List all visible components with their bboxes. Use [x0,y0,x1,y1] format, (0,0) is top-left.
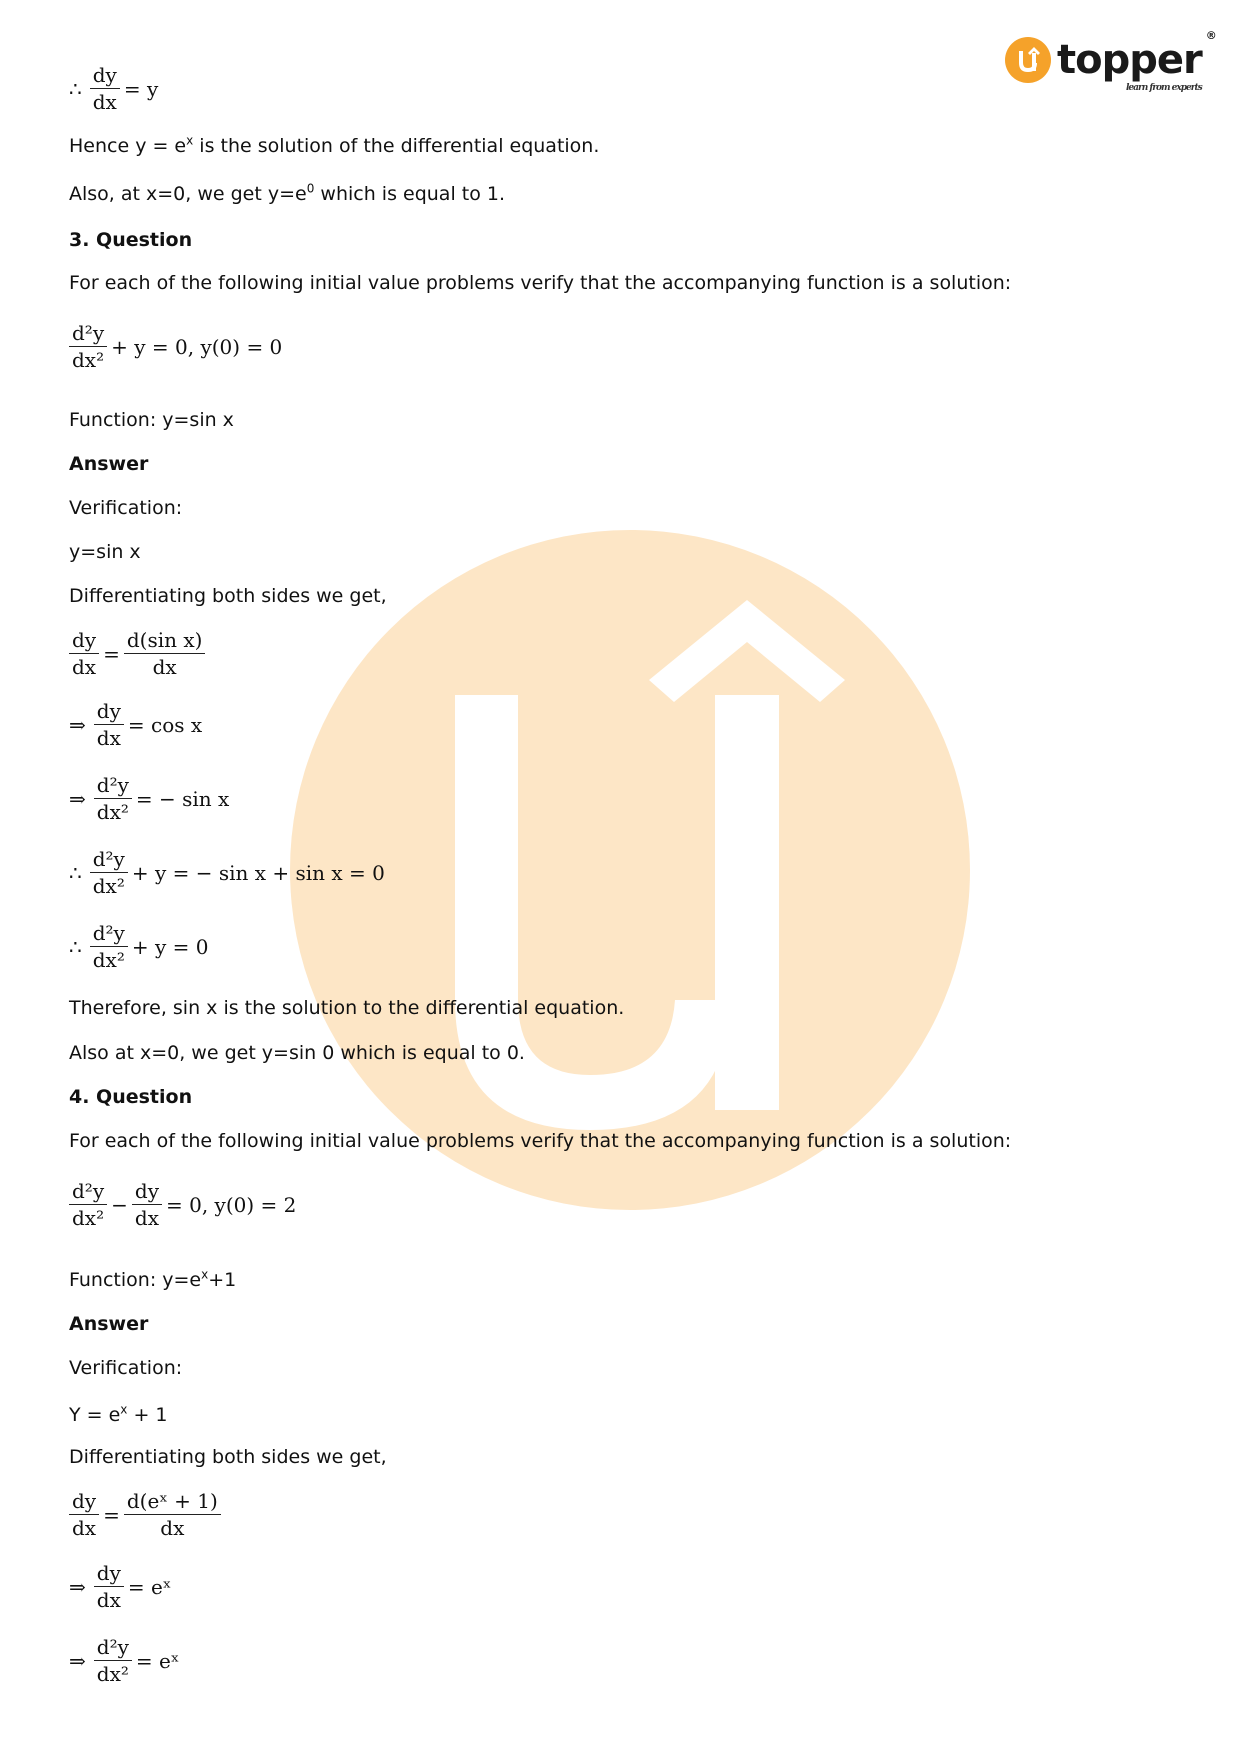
frac-denominator: dx [72,1516,97,1540]
text-part: + 1 [127,1404,168,1426]
q3-verification-label: Verification: [69,497,183,519]
q4-answer-label: Answer [69,1313,149,1335]
minus-sign: − [111,1192,128,1217]
brand-logo [1005,29,1216,93]
text-part: Hence y = e [69,135,187,157]
frac-numerator: d²y [69,1178,107,1205]
q3-diff-text: Differentiating both sides we get, [69,585,387,607]
superscript: x [201,1267,209,1282]
q4-step-1 [69,1488,225,1541]
frac-denominator: dx² [92,874,125,898]
text-part: +1 [208,1269,237,1291]
equation-rhs: + y = − sin x + sin x = 0 [131,860,385,885]
text-part: Y = e [69,1404,121,1426]
q4-function [69,1268,236,1292]
frac-denominator: dx² [92,948,125,972]
equation-rhs: = y [123,76,159,101]
q3-statement: For each of the following initial value problems verify that the accompanying function is a solution: [69,272,1012,294]
q2-hence-line [69,134,599,158]
therefore-symbol: ∴ [69,76,82,101]
q3-heading: 3. Question [69,229,193,251]
frac-denominator: dx² [72,1206,105,1230]
q2-equation [69,62,158,115]
implies-symbol: ⇒ [69,712,86,737]
equation-rhs: = eˣ [135,1648,180,1673]
frac-numerator: dy [90,62,120,89]
equation-rhs: + y = 0, y(0) = 0 [111,334,283,359]
frac-numerator: dy [94,1560,124,1587]
frac-denominator: dx [96,1588,121,1612]
q3-conclusion: Therefore, sin x is the solution to the differential equation. [69,997,625,1019]
frac-numerator: dy [69,1488,99,1515]
equation-rhs: = − sin x [135,786,230,811]
frac-denominator: dx [152,655,177,679]
q4-ivp-equation [69,1178,296,1231]
q3-step-2 [69,698,202,751]
frac-numerator: dy [69,627,99,654]
q3-ivp-equation [69,320,282,373]
equation-rhs: = cos x [127,712,203,737]
equals-sign: = [103,641,120,666]
text-part: Function: y=e [69,1269,202,1291]
q2-also-line [69,182,505,206]
frac-numerator: d²y [90,920,128,947]
q3-function: Function: y=sin x [69,409,234,431]
frac-numerator: d²y [69,320,107,347]
watermark-logo [290,530,970,1210]
therefore-symbol: ∴ [69,934,82,959]
therefore-symbol: ∴ [69,860,82,885]
q4-verification-label: Verification: [69,1357,183,1379]
q3-given: y=sin x [69,541,141,563]
frac-denominator: dx [72,655,97,679]
q3-check: Also at x=0, we get y=sin 0 which is equal to 0. [69,1042,525,1064]
frac-numerator: dy [94,698,124,725]
frac-denominator: dx² [72,348,105,372]
frac-numerator: d²y [90,846,128,873]
frac-numerator: d²y [94,772,132,799]
text-part: Also, at x=0, we get y=e [69,183,307,205]
q4-given [69,1403,168,1427]
frac-numerator: d²y [94,1634,132,1661]
q3-step-1 [69,627,209,680]
equation-rhs: + y = 0 [131,934,209,959]
registered-mark: ® [1205,29,1216,42]
q3-step-5 [69,920,208,973]
frac-denominator: dx [92,90,117,114]
q4-step-2 [69,1560,171,1613]
brand-tagline: learn from experts [1125,83,1202,93]
frac-numerator: dy [132,1178,162,1205]
superscript: 0 [306,181,315,196]
logo-mark-icon [1005,37,1051,83]
implies-symbol: ⇒ [69,786,86,811]
frac-denominator: dx [96,726,121,750]
text-part: which is equal to 1. [314,183,505,205]
superscript: x [186,133,194,148]
q3-step-3 [69,772,229,825]
frac-denominator: dx [134,1206,159,1230]
q4-step-3 [69,1634,179,1687]
equation-rhs: = 0, y(0) = 2 [166,1192,297,1217]
frac-denominator: dx² [96,800,129,824]
equation-rhs: = eˣ [127,1574,172,1599]
equals-sign: = [103,1502,120,1527]
q4-diff-text: Differentiating both sides we get, [69,1446,387,1468]
brand-name: topper [1057,37,1202,83]
superscript: x [120,1402,128,1417]
implies-symbol: ⇒ [69,1648,86,1673]
frac-denominator: dx [160,1516,185,1540]
implies-symbol: ⇒ [69,1574,86,1599]
q4-statement: For each of the following initial value problems verify that the accompanying function is a solution: [69,1130,1012,1152]
q3-step-4 [69,846,385,899]
text-part: is the solution of the differential equation. [193,135,600,157]
frac-numerator: d(eˣ + 1) [124,1488,221,1515]
frac-numerator: d(sin x) [124,627,206,654]
q3-answer-label: Answer [69,453,149,475]
frac-denominator: dx² [96,1662,129,1686]
q4-heading: 4. Question [69,1086,193,1108]
